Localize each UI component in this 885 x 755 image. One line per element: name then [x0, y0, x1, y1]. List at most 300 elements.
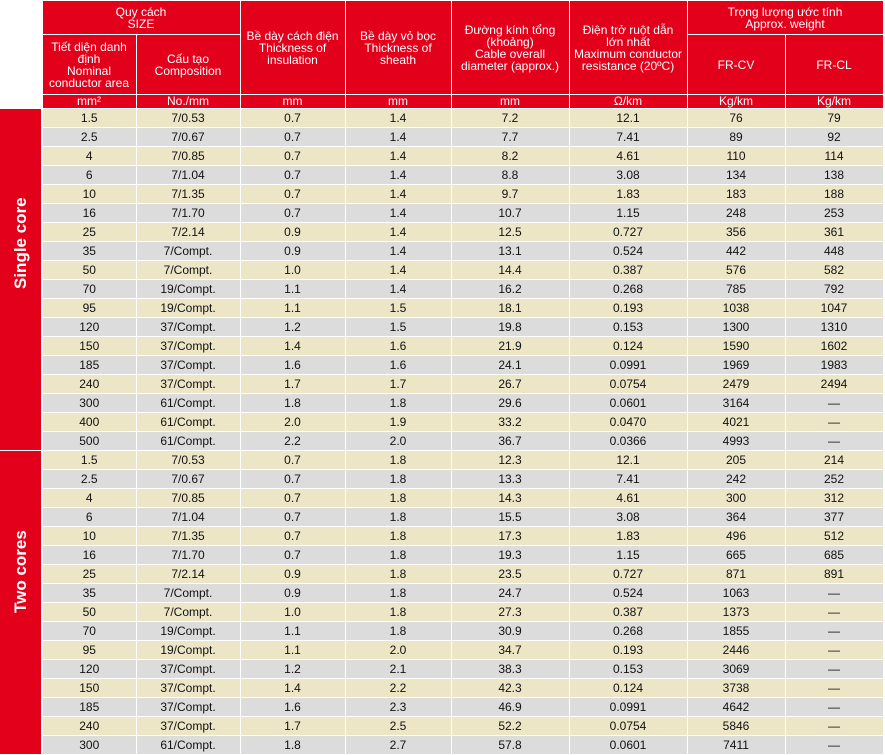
table-cell: 1.1 — [240, 622, 345, 641]
table-cell: 150 — [42, 337, 136, 356]
table-cell: 2494 — [785, 375, 883, 394]
table-cell: 7/1.35 — [136, 527, 240, 546]
sheath-header: Bề dày vỏ bọc Thickness of sheath — [345, 1, 451, 95]
table-cell: 1.6 — [240, 698, 345, 717]
unit-cell: mm — [345, 95, 451, 109]
table-cell: 6 — [42, 508, 136, 527]
table-cell: 6 — [42, 166, 136, 185]
table-cell: 240 — [42, 375, 136, 394]
table-row — [0, 641, 883, 660]
table-row — [0, 527, 883, 546]
table-cell: 2.2 — [345, 679, 451, 698]
table-cell: 2.0 — [345, 641, 451, 660]
table-cell: 185 — [42, 698, 136, 717]
table-cell: — — [785, 679, 883, 698]
fr-cv-header: FR-CV — [687, 35, 785, 95]
table-cell: 24.7 — [451, 584, 569, 603]
table-cell: 33.2 — [451, 413, 569, 432]
table-row — [0, 204, 883, 223]
table-cell: 1373 — [687, 603, 785, 622]
table-row — [0, 318, 883, 337]
table-cell: 7/0.67 — [136, 128, 240, 147]
size-group-header: Quy cách SIZE — [42, 1, 240, 35]
unit-row — [0, 95, 883, 109]
table-cell: 7.2 — [451, 109, 569, 128]
table-cell: 61/Compt. — [136, 736, 240, 755]
table-cell: 576 — [687, 261, 785, 280]
table-cell: 120 — [42, 318, 136, 337]
table-cell: 61/Compt. — [136, 394, 240, 413]
table-row — [0, 508, 883, 527]
table-cell: 0.7 — [240, 204, 345, 223]
table-cell: 1.1 — [240, 641, 345, 660]
table-cell: 7/1.70 — [136, 204, 240, 223]
table-cell: 1.6 — [345, 356, 451, 375]
table-cell: 7/1.70 — [136, 546, 240, 565]
table-cell: 70 — [42, 622, 136, 641]
table-cell: — — [785, 641, 883, 660]
table-cell: 37/Compt. — [136, 375, 240, 394]
table-cell: 1.4 — [345, 204, 451, 223]
table-cell: 1.2 — [240, 318, 345, 337]
table-cell: 582 — [785, 261, 883, 280]
table-row — [0, 603, 883, 622]
table-cell: 1.4 — [345, 223, 451, 242]
table-cell: 2479 — [687, 375, 785, 394]
table-cell: 1300 — [687, 318, 785, 337]
table-row — [0, 356, 883, 375]
table-cell: 0.268 — [569, 622, 687, 641]
table-cell: 0.7 — [240, 546, 345, 565]
table-cell: 4 — [42, 489, 136, 508]
table-cell: 1.5 — [345, 318, 451, 337]
table-cell: 61/Compt. — [136, 432, 240, 451]
table-cell: 1.0 — [240, 261, 345, 280]
table-cell: 1.83 — [569, 185, 687, 204]
table-cell: 0.7 — [240, 527, 345, 546]
table-cell: 35 — [42, 242, 136, 261]
table-cell: 1.4 — [345, 147, 451, 166]
table-header — [0, 1, 883, 109]
table-cell: 4642 — [687, 698, 785, 717]
diameter-header: Đường kính tổng (khoảng) Cable overall diameter (approx.) — [451, 1, 569, 95]
table-cell: 24.1 — [451, 356, 569, 375]
table-row — [0, 489, 883, 508]
table-cell: 7/Compt. — [136, 261, 240, 280]
table-cell: 665 — [687, 546, 785, 565]
table-cell: 29.6 — [451, 394, 569, 413]
table-cell: 0.153 — [569, 660, 687, 679]
table-cell: 312 — [785, 489, 883, 508]
unit-cell: Ω/km — [569, 95, 687, 109]
table-cell: 1.5 — [42, 451, 136, 470]
table-cell: 50 — [42, 261, 136, 280]
table-cell: 1.7 — [240, 717, 345, 736]
table-cell: 4 — [42, 147, 136, 166]
table-cell: 0.124 — [569, 679, 687, 698]
table-cell: 1.15 — [569, 546, 687, 565]
table-cell: 448 — [785, 242, 883, 261]
unit-cell: No./mm — [136, 95, 240, 109]
table-cell: 70 — [42, 280, 136, 299]
table-row — [0, 717, 883, 736]
table-cell: 79 — [785, 109, 883, 128]
table-cell: 0.0601 — [569, 736, 687, 755]
table-cell: 0.0754 — [569, 375, 687, 394]
table-cell: 0.7 — [240, 470, 345, 489]
table-cell: 12.3 — [451, 451, 569, 470]
table-row — [0, 223, 883, 242]
table-cell: — — [785, 584, 883, 603]
table-cell: 7/0.67 — [136, 470, 240, 489]
table-cell: 1038 — [687, 299, 785, 318]
table-row — [0, 166, 883, 185]
table-cell: 214 — [785, 451, 883, 470]
table-cell: 10.7 — [451, 204, 569, 223]
table-cell: 9.7 — [451, 185, 569, 204]
table-cell: 1.4 — [345, 261, 451, 280]
table-cell: 1.9 — [345, 413, 451, 432]
table-cell: 95 — [42, 299, 136, 318]
table-row — [0, 413, 883, 432]
table-cell: — — [785, 698, 883, 717]
table-cell: 7.41 — [569, 128, 687, 147]
table-cell: 205 — [687, 451, 785, 470]
table-cell: 34.7 — [451, 641, 569, 660]
table-cell: 150 — [42, 679, 136, 698]
table-cell: 1.4 — [345, 280, 451, 299]
table-cell: 0.9 — [240, 584, 345, 603]
table-cell: 1.8 — [345, 470, 451, 489]
table-cell: 183 — [687, 185, 785, 204]
table-cell: 0.0754 — [569, 717, 687, 736]
table-cell: 1.4 — [240, 337, 345, 356]
table-cell: 37/Compt. — [136, 679, 240, 698]
nominal-area-header: Tiết diện danh định Nominal conductor area — [42, 35, 136, 95]
table-cell: 1.4 — [240, 679, 345, 698]
table-cell: 2446 — [687, 641, 785, 660]
table-row — [0, 660, 883, 679]
table-row — [0, 698, 883, 717]
composition-header: Cấu tạo Composition — [136, 35, 240, 95]
table-cell: 0.268 — [569, 280, 687, 299]
group-label-cell — [0, 109, 42, 451]
table-cell: 1310 — [785, 318, 883, 337]
table-cell: 0.0991 — [569, 356, 687, 375]
table-cell: 1855 — [687, 622, 785, 641]
table-cell: 1.0 — [240, 603, 345, 622]
table-cell: 1.8 — [345, 584, 451, 603]
table-cell: 16.2 — [451, 280, 569, 299]
table-cell: 7/1.04 — [136, 508, 240, 527]
table-cell: 0.0470 — [569, 413, 687, 432]
table-cell: 240 — [42, 717, 136, 736]
table-cell: 2.5 — [42, 470, 136, 489]
table-cell: 0.7 — [240, 489, 345, 508]
table-cell: 0.193 — [569, 299, 687, 318]
table-cell: 891 — [785, 565, 883, 584]
table-cell: 0.387 — [569, 261, 687, 280]
table-row — [0, 280, 883, 299]
table-cell: 0.153 — [569, 318, 687, 337]
table-cell: 0.7 — [240, 109, 345, 128]
table-cell: 1.6 — [240, 356, 345, 375]
table-cell: 496 — [687, 527, 785, 546]
table-cell: 1.1 — [240, 299, 345, 318]
table-cell: 110 — [687, 147, 785, 166]
table-cell: 252 — [785, 470, 883, 489]
table-cell: 52.2 — [451, 717, 569, 736]
table-cell: 12.1 — [569, 451, 687, 470]
table-cell: 188 — [785, 185, 883, 204]
table-cell: 1.4 — [345, 166, 451, 185]
table-row — [0, 109, 883, 128]
table-cell: 3069 — [687, 660, 785, 679]
table-cell: 512 — [785, 527, 883, 546]
table-cell: 12.1 — [569, 109, 687, 128]
table-cell: 1.7 — [240, 375, 345, 394]
table-cell: 1.1 — [240, 280, 345, 299]
table-cell: 2.1 — [345, 660, 451, 679]
table-cell: 0.727 — [569, 223, 687, 242]
table-cell: — — [785, 736, 883, 755]
table-cell: 114 — [785, 147, 883, 166]
table-cell: 1.8 — [345, 508, 451, 527]
table-cell: 2.0 — [345, 432, 451, 451]
table-cell: 61/Compt. — [136, 413, 240, 432]
table-cell: 42.3 — [451, 679, 569, 698]
table-cell: 0.9 — [240, 565, 345, 584]
table-row — [0, 679, 883, 698]
table-cell: 1.8 — [345, 394, 451, 413]
table-cell: 37/Compt. — [136, 698, 240, 717]
table-cell: 242 — [687, 470, 785, 489]
table-cell: 1.6 — [345, 337, 451, 356]
table-cell: 792 — [785, 280, 883, 299]
table-cell: 8.8 — [451, 166, 569, 185]
table-cell: 0.0601 — [569, 394, 687, 413]
table-cell: 4.61 — [569, 147, 687, 166]
table-cell: — — [785, 717, 883, 736]
table-cell: — — [785, 413, 883, 432]
table-cell: 1.5 — [345, 299, 451, 318]
table-cell: — — [785, 432, 883, 451]
table-cell: 13.1 — [451, 242, 569, 261]
table-cell: 19.3 — [451, 546, 569, 565]
table-cell: 7/2.14 — [136, 565, 240, 584]
table-cell: 0.124 — [569, 337, 687, 356]
table-cell: 0.524 — [569, 584, 687, 603]
table-cell: 0.9 — [240, 242, 345, 261]
table-cell: 3.08 — [569, 166, 687, 185]
table-cell: 7/0.53 — [136, 451, 240, 470]
insulation-header: Bề dày cách điện Thickness of insulation — [240, 1, 345, 95]
table-row — [0, 147, 883, 166]
table-cell: 442 — [687, 242, 785, 261]
table-cell: 1.7 — [345, 375, 451, 394]
table-cell: 30.9 — [451, 622, 569, 641]
weight-group-header: Trọng lượng ước tính Approx. weight — [687, 1, 883, 35]
table-cell: 46.9 — [451, 698, 569, 717]
table-cell: 7411 — [687, 736, 785, 755]
table-cell: 7/1.04 — [136, 166, 240, 185]
table-cell: 3164 — [687, 394, 785, 413]
table-cell: 248 — [687, 204, 785, 223]
table-cell: 1.2 — [240, 660, 345, 679]
table-cell: 0.0991 — [569, 698, 687, 717]
unit-cell: mm — [451, 95, 569, 109]
table-cell: 19/Compt. — [136, 641, 240, 660]
table-cell: 19/Compt. — [136, 622, 240, 641]
table-cell: 871 — [687, 565, 785, 584]
table-cell: 25 — [42, 565, 136, 584]
table-cell: 1.8 — [345, 546, 451, 565]
table-cell: 0.7 — [240, 128, 345, 147]
table-cell: 7/Compt. — [136, 242, 240, 261]
table-cell: 1590 — [687, 337, 785, 356]
table-row — [0, 432, 883, 451]
table-cell: 2.2 — [240, 432, 345, 451]
table-cell: 1.8 — [345, 489, 451, 508]
table-cell: 7/0.53 — [136, 109, 240, 128]
table-cell: 10 — [42, 185, 136, 204]
table-row — [0, 337, 883, 356]
table-cell: 300 — [42, 394, 136, 413]
table-cell: 0.524 — [569, 242, 687, 261]
table-cell: 10 — [42, 527, 136, 546]
table-cell: 1.8 — [345, 565, 451, 584]
table-row — [0, 375, 883, 394]
table-cell: 0.7 — [240, 451, 345, 470]
fr-cl-header: FR-CL — [785, 35, 883, 95]
unit-cell: mm — [240, 95, 345, 109]
table-cell: 3738 — [687, 679, 785, 698]
table-cell: 37/Compt. — [136, 717, 240, 736]
table-cell: 138 — [785, 166, 883, 185]
table-cell: 12.5 — [451, 223, 569, 242]
table-cell: 0.7 — [240, 166, 345, 185]
table-cell: 1.15 — [569, 204, 687, 223]
table-row — [0, 128, 883, 147]
table-cell: 300 — [687, 489, 785, 508]
table-cell: 2.5 — [42, 128, 136, 147]
table-cell: 0.727 — [569, 565, 687, 584]
table-cell: 253 — [785, 204, 883, 223]
table-cell: 37/Compt. — [136, 356, 240, 375]
table-cell: 1.8 — [345, 451, 451, 470]
table-cell: 300 — [42, 736, 136, 755]
table-cell: 19/Compt. — [136, 299, 240, 318]
table-cell: 4993 — [687, 432, 785, 451]
table-cell: 2.0 — [240, 413, 345, 432]
table-cell: 23.5 — [451, 565, 569, 584]
table-cell: 35 — [42, 584, 136, 603]
table-cell: 27.3 — [451, 603, 569, 622]
table-cell: 4021 — [687, 413, 785, 432]
table-cell: 95 — [42, 641, 136, 660]
table-cell: 37/Compt. — [136, 660, 240, 679]
table-cell: 25 — [42, 223, 136, 242]
table-cell: 8.2 — [451, 147, 569, 166]
table-row — [0, 185, 883, 204]
table-cell: 1.4 — [345, 109, 451, 128]
table-cell: 134 — [687, 166, 785, 185]
table-cell: 17.3 — [451, 527, 569, 546]
table-cell: 19/Compt. — [136, 280, 240, 299]
group-label: Two cores — [10, 529, 30, 613]
table-cell: 356 — [687, 223, 785, 242]
table-cell: 1602 — [785, 337, 883, 356]
table-cell: 0.7 — [240, 185, 345, 204]
table-cell: 377 — [785, 508, 883, 527]
table-cell: 1.8 — [240, 736, 345, 755]
table-row — [0, 622, 883, 641]
table-cell: 2.3 — [345, 698, 451, 717]
table-cell: 361 — [785, 223, 883, 242]
table-cell: 7.7 — [451, 128, 569, 147]
table-row — [0, 584, 883, 603]
table-cell: 7/Compt. — [136, 584, 240, 603]
table-cell: 38.3 — [451, 660, 569, 679]
table-cell: 7.41 — [569, 470, 687, 489]
table-cell: 7/Compt. — [136, 603, 240, 622]
table-cell: 500 — [42, 432, 136, 451]
table-cell: 1983 — [785, 356, 883, 375]
table-cell: 16 — [42, 546, 136, 565]
table-cell: 76 — [687, 109, 785, 128]
table-cell: 185 — [42, 356, 136, 375]
table-cell: 37/Compt. — [136, 318, 240, 337]
table-row — [0, 394, 883, 413]
table-cell: 50 — [42, 603, 136, 622]
unit-cell: mm² — [42, 95, 136, 109]
table-cell: 19.8 — [451, 318, 569, 337]
table-cell: 89 — [687, 128, 785, 147]
table-cell: 1.8 — [345, 622, 451, 641]
table-cell: 0.0366 — [569, 432, 687, 451]
table-row — [0, 242, 883, 261]
group-label-cell — [0, 451, 42, 755]
table-row — [0, 451, 883, 470]
table-cell: 14.3 — [451, 489, 569, 508]
table-cell: 1969 — [687, 356, 785, 375]
table-cell: 1047 — [785, 299, 883, 318]
table-cell: 7/2.14 — [136, 223, 240, 242]
table-cell: 36.7 — [451, 432, 569, 451]
table-row — [0, 470, 883, 489]
table-cell: 15.5 — [451, 508, 569, 527]
table-cell: 0.387 — [569, 603, 687, 622]
table-cell: 14.4 — [451, 261, 569, 280]
resistance-header: Điện trở ruột dẫn lớn nhất Maximum conductor resistance (20ºC) — [569, 1, 687, 95]
table-body — [0, 109, 883, 755]
table-cell: 1.4 — [345, 242, 451, 261]
corner-blank — [0, 1, 42, 109]
table-cell: 0.193 — [569, 641, 687, 660]
table-cell: 1.4 — [345, 185, 451, 204]
table-cell: 364 — [687, 508, 785, 527]
table-row — [0, 261, 883, 280]
table-cell: 7/1.35 — [136, 185, 240, 204]
table-cell: 1.5 — [42, 109, 136, 128]
table-cell: 400 — [42, 413, 136, 432]
table-cell: 37/Compt. — [136, 337, 240, 356]
table-row — [0, 299, 883, 318]
table-cell: 685 — [785, 546, 883, 565]
table-cell: — — [785, 394, 883, 413]
table-cell: 21.9 — [451, 337, 569, 356]
table-cell: 1.8 — [345, 603, 451, 622]
